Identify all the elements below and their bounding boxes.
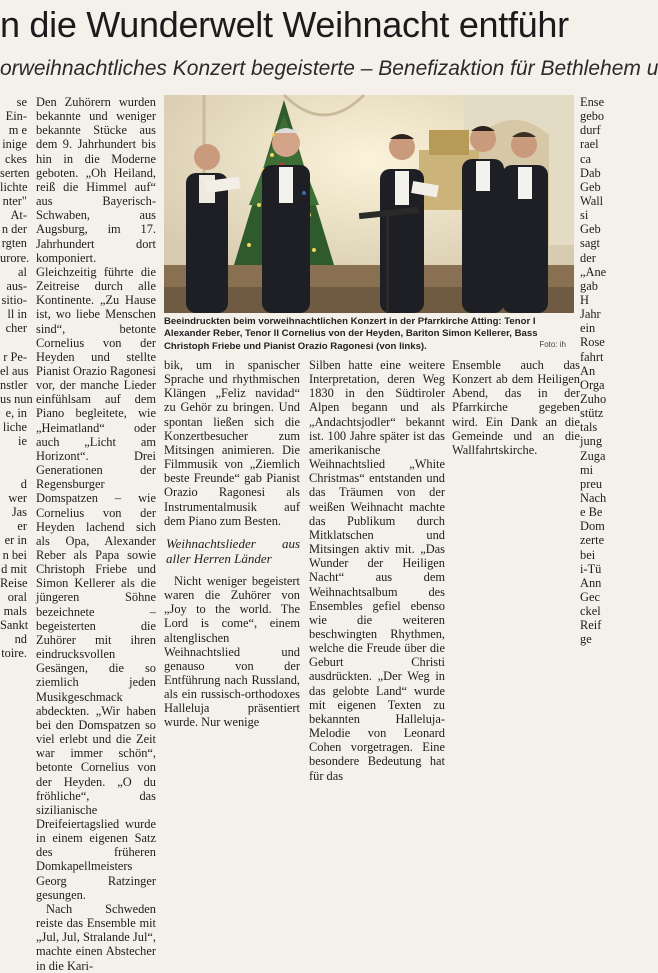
cutoff-line: mals bbox=[3, 604, 27, 619]
cutoff-line: Ense bbox=[580, 95, 605, 109]
cutoff-line: ie bbox=[18, 434, 27, 449]
cutoff-line: sagt bbox=[580, 236, 600, 251]
cutoff-line: aus- bbox=[6, 278, 27, 293]
text-column-2 bbox=[164, 358, 300, 730]
cutoff-line: ein bbox=[580, 321, 596, 336]
cutoff-line: Rose bbox=[580, 335, 605, 350]
cutoff-line: ca bbox=[580, 151, 591, 166]
cutoff-line: se bbox=[16, 95, 27, 109]
cutoff-line: er in bbox=[4, 533, 27, 548]
section-subtitle: Weihnachtslieder aus aller Herren Länder bbox=[166, 535, 300, 566]
text-column-4 bbox=[452, 358, 580, 600]
cutoff-line: rael bbox=[580, 137, 599, 152]
cutoff-line: stütz bbox=[580, 406, 604, 421]
cutoff-line: Nach bbox=[580, 490, 607, 505]
cutoff-line: durf bbox=[580, 123, 601, 138]
cutoff-line: urore. bbox=[0, 250, 30, 265]
cutoff-line: nd bbox=[14, 632, 27, 647]
cutoff-line: fahrt bbox=[580, 349, 604, 364]
cutoff-line: d mit bbox=[1, 561, 27, 576]
cutoff-line: sitio- bbox=[1, 292, 27, 307]
cutoff-line: rgten bbox=[1, 236, 27, 251]
paragraph: Ensemble auch das Konzert ab dem Heiligen Abend, das in der Pfarrkirche gegeben wird. Ein Dank an die Gemeinde und an die Wallfahrtskirche. bbox=[452, 358, 580, 457]
paragraph: Den Zuhörern wurden bekannte und weniger bekannte Stücke aus dem 9. Jahrhundert bis hin in die Moderne geboten. „Oh Heiland, reiß die Himmel auf“ aus Bayerisch-Schwaben, aus Augsburg, im 17. Jahrhundert dort komponiert. Gleichzeitig führte die Zeitreise durch alle Kontinente. „Zu Hause ist, wo liebe Menschen sind“, betonte Cornelius von der Heyden und stellte Pianist Orazio Ragonesi vor, der manche Lieder einfühlsam auf dem Piano begleitete, wie „Heimatland“ oder auch „Licht am Horizont“. Drei Generationen der Regensburger Domspatzen – wie Cornelius von der Heyden lachend sich als Opa, Alexander Reber als Papa sowie Christoph Friebe und Simon Kellerer als die jüngeren Söhne bezeichnete – begeisterten die Zuhörer mit ihren eindrucksvollen Gesängen, die so ziemlich jeden Musikgeschmack abdeckten. „Wir haben bei den Domspatzen so viel erlebt und die Zeit war immer schön“, betonte Cornelius von der Heyden. „O du fröhliche“, das sizilianische Dreifeiertagslied wurde in einem eigenen Satz des früheren Domkapellmeisters Georg Ratzinger gesungen. bbox=[36, 95, 156, 902]
cutoff-line: der bbox=[580, 250, 596, 265]
article-subheadline: orweihnachtliches Konzert begeisterte – Benefizaktion für Bethlehem u bbox=[0, 57, 658, 80]
cutoff-line: Sankt bbox=[0, 618, 29, 633]
right-column-cutoff bbox=[580, 95, 607, 647]
photo-credit: Foto: ih bbox=[539, 340, 566, 349]
cutoff-line: H bbox=[580, 292, 589, 307]
paragraph: Nicht weniger begeistert waren die Zuhörer von „Joy to the world. The Lord is come“, einem altenglischen Weihnachtslied und genauso von der Entführung nach Russland, als ein russisch-orthodoxes Halleluja präsentiert wurde. Nur wenige bbox=[164, 573, 300, 730]
cutoff-line: Reise bbox=[0, 575, 28, 590]
cutoff-line: e, in bbox=[5, 406, 27, 421]
paragraph: Nach Schweden reiste das Ensemble mit „Jul, Jul, Stralande Jul“, machte einen Abstecher in die Kari- bbox=[36, 901, 156, 973]
cutoff-line: inige bbox=[2, 137, 27, 152]
cutoff-line: Orga bbox=[580, 377, 605, 392]
cutoff-line bbox=[0, 335, 27, 349]
cutoff-line: el aus bbox=[0, 363, 29, 378]
left-column-cutoff bbox=[0, 95, 33, 661]
cutoff-line: gab bbox=[580, 278, 598, 293]
cutoff-line: ge bbox=[580, 632, 592, 647]
cutoff-line: lichte bbox=[0, 179, 28, 194]
cutoff-line: serten bbox=[0, 165, 30, 180]
cutoff-line: gebo bbox=[580, 109, 605, 124]
cutoff-line: An bbox=[580, 363, 596, 378]
cutoff-line: „Ane bbox=[580, 264, 607, 279]
cutoff-line: ckes bbox=[4, 151, 27, 166]
cutoff-line: si bbox=[580, 208, 589, 223]
cutoff-line: Geb bbox=[580, 222, 601, 237]
cutoff-line: Zuho bbox=[580, 391, 607, 406]
cutoff-line: bei bbox=[580, 547, 596, 562]
cutoff-line: Reif bbox=[580, 618, 602, 633]
paragraph: bik, um in spanischer Sprache und rhythmischen Klängen „Feliz navidad“ zu Gehör zu bringen. Und spontan ließen sich die Konzertbesucher zum Mitsingen animieren. Die Filmmusik von „Ziemlich beste Freunde“ gab Pianist Orazio Ragonesi als Instrumentalmusik auf dem Piano zum Besten. bbox=[164, 358, 300, 528]
cutoff-line: liche bbox=[2, 420, 27, 435]
cutoff-line: n der bbox=[1, 222, 27, 237]
cutoff-line: toire. bbox=[1, 646, 27, 661]
cutoff-line: jung bbox=[580, 434, 603, 449]
cutoff-line: Ein- bbox=[5, 109, 27, 124]
cutoff-line: r Pe- bbox=[3, 349, 27, 364]
cutoff-line: Dom bbox=[580, 519, 605, 534]
cutoff-line bbox=[0, 449, 27, 463]
cutoff-line: oral bbox=[7, 589, 27, 604]
cutoff-line: tals bbox=[580, 420, 598, 435]
cutoff-line: cher bbox=[5, 321, 27, 336]
cutoff-line: zerte bbox=[580, 533, 605, 548]
concert-photo-illustration bbox=[164, 95, 574, 313]
cutoff-line: us nun bbox=[0, 391, 33, 406]
cutoff-line: nstler bbox=[0, 377, 28, 392]
cutoff-line: Dab bbox=[580, 165, 601, 180]
text-column-1 bbox=[36, 95, 156, 973]
concert-photo bbox=[164, 95, 574, 313]
cutoff-line: At- bbox=[10, 208, 27, 223]
cutoff-line: nter" bbox=[2, 193, 27, 208]
cutoff-line: wer bbox=[8, 490, 27, 505]
cutoff-line: mi bbox=[580, 462, 594, 477]
cutoff-line: i-Tü bbox=[580, 561, 602, 576]
cutoff-line: Jas bbox=[11, 505, 27, 520]
cutoff-line: ckel bbox=[580, 604, 601, 619]
cutoff-line: ll in bbox=[7, 307, 27, 322]
cutoff-line bbox=[0, 463, 27, 477]
article-headline: n die Wunderwelt Weihnacht entführ bbox=[0, 4, 569, 45]
cutoff-line: Ann bbox=[580, 575, 602, 590]
paragraph: Silben hatte eine weitere Interpretation, deren Weg 1830 in den Südtiroler Alpen begann und als „Andachtsjodler“ bekannt ist. 100 Jahre später ist das amerikanische Weihnachtslied „White Christmas“ entstanden und das Träumen von der weißen Weihnacht machte das Publikum durch Mitklatschen und Mitsingen aktiv mit. „Das Wunder der Heiligen Nacht“ aus dem Weihnachtsalbum des Ensembles gefiel ebenso wie die weiteren beschwingten Rhythmen, welche die Freude über die Geburt Christi ausdrückten. „Der Weg in das gelobte Land“ wurde mit eigenen Texten zu bekannten Halleluja-Melodie von Leonard Cohen vorgetragen. Eine besondere Bedeutung hat für das bbox=[309, 358, 445, 783]
cutoff-line: d bbox=[20, 476, 27, 491]
cutoff-line: Jahr bbox=[580, 307, 601, 322]
cutoff-line: al bbox=[18, 264, 27, 279]
cutoff-line: m e bbox=[8, 123, 27, 138]
text-column-3 bbox=[309, 358, 445, 783]
cutoff-line: er bbox=[17, 519, 27, 534]
cutoff-line: Gec bbox=[580, 589, 600, 604]
cutoff-line: Zuga bbox=[580, 448, 606, 463]
photo-caption: Beeindruckten beim vorweihnachtlichen Konzert in der Pfarrkirche Atting: Tenor I Alexander Reber, Tenor II Cornelius von der Heyden, Bariton Simon Kellerer, Bass Christoph Friebe und Pianist Orazio Ragonesi (von links). bbox=[164, 316, 538, 352]
cutoff-line: e Be bbox=[580, 505, 603, 520]
cutoff-line: Geb bbox=[580, 179, 601, 194]
cutoff-line: preu bbox=[580, 476, 603, 491]
cutoff-line: n bei bbox=[2, 547, 27, 562]
cutoff-line: Wall bbox=[580, 193, 604, 208]
